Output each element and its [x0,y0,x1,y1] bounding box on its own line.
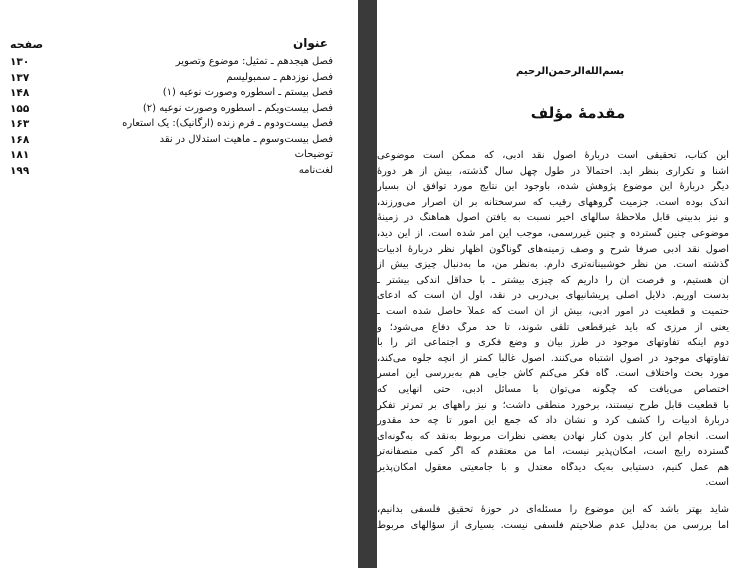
bismillah: بسم‌الله‌الرحمن‌الرحیم [516,66,624,77]
toc-entry-page: ۱۴۸ [10,87,30,99]
text-line: حتمیت و قطعیت در امور ادبی، بیش از آن است که عملاً حاصل شده است ـ [377,305,729,317]
text-line: دیگر دربارهٔ این موضوع پژوهش شده، باوجود این نتایج مورد توافق آن بسیار [377,181,729,193]
toc-entry[interactable] [0,118,358,134]
toc-entry-page: ۱۶۳ [10,118,30,130]
toc-entry-title: فصل نوزدهم ـ سمبولیسم [226,71,333,83]
text-line: هم عمل کنیم، دستیابی به‌یک دیدگاه معتدل و با جامعیتی معقول امکان‌پذیر [377,461,729,473]
text-line: و نیز بدبینی قابل ملاحظهٔ سالهای اخیر نسبت به یافتن اصول هماهنگ در زمینهٔ [377,212,729,224]
text-line: اختصاص می‌یافت که چگونه می‌توان با مسائل ادبی، حتی آنهایی که [377,383,729,395]
text-line: گسترده رایج است، امکان‌پذیر نیست، اما من معتقدم که اگر کمی منصفانه‌تر [377,446,729,458]
toc-entry-title: فصل بیست‌ویکم ـ اسطوره وصورت نوعیه (۲) [142,102,333,114]
preface-body [377,150,729,535]
toc-entry-title: لغت‌نامه [298,164,333,176]
toc-entry-title: توضیحات [294,149,333,160]
text-line: موضوعی چنین گسترده و چنین غیررسمی، موجب این امر شده است. از این دید، [377,227,729,239]
text-line: دوم اینکه تفاوتهای موجود در طرز بیان و وضع فکری و اجتماعی اثر را با [377,337,729,349]
toc-entry-title: فصل بیستم ـ اسطوره وصورت نوعیه (۱) [162,87,333,98]
text-line: تفاوتهای موجود در اصول اشتباه می‌کنند. اصول غالباً کمتر از آنچه جلوه می‌کند، [377,352,729,364]
toc-entry[interactable] [0,165,358,181]
toc-list [0,56,358,180]
book-spine-gutter [358,0,377,568]
toc-entry-page: ۱۵۵ [10,102,30,115]
text-line: آشنا و تکراری بنظر آید. احتمالاً در طول چهل سال گذشته، بیش از هر دورهٔ [377,165,729,177]
toc-page-column-header: صفحه [10,38,44,51]
toc-entry-page: ۱۸۱ [10,149,30,161]
toc-entry[interactable] [0,72,358,88]
toc-entry-page: ۱۶۸ [10,133,30,146]
toc-entry-title: فصل هیجدهم ـ تمثیل: موضوع وتصویر [175,56,333,67]
toc-entry-title: فصل بیست‌وسوم ـ ماهیت استدلال در نقد [159,133,333,145]
toc-entry[interactable] [0,134,358,150]
text-line: دربارهٔ ادبیات را کشف کرد و نشان داد که جمع این امور تا چه حد مقدور [377,415,729,427]
toc-entry[interactable] [0,103,358,119]
toc-entry[interactable] [0,87,358,103]
text-line: است. [705,477,729,489]
toc-header [0,36,358,52]
text-line: است. انجام این کار بدون کنار نهادن بعضی نظرات مربوط به‌نقد که به‌گونه‌ای [377,430,729,442]
text-line: شاید بهتر باشد که این موضوع را مسئله‌ای در حوزهٔ تحقیق فلسفی بدانیم، [377,504,729,516]
toc-entry-page: ۱۹۹ [10,164,30,177]
text-line: اندک بوده است. جزمیت گروههای رقیب که سرسختانه بر آن اصرار می‌ورزند، [377,196,729,208]
toc-entry-title: فصل بیست‌ودوم ـ فرم زنده (ارگانیک): یک استعاره [122,118,333,129]
right-page [377,0,743,568]
text-line: با قطعیت قابل طرح نیستند، برخورد منطقی داشت؛ و نیز راههای بر تمرتر تفکر [377,399,729,411]
paragraph-gap [377,493,729,504]
text-line: یعنی از مرزی که باید غیرقطعی تلقی شوند، تا حد مرگ دفاع می‌شود؛ و [377,321,729,333]
left-page [0,0,358,568]
preface-heading: مقدمهٔ مؤلف [530,104,626,122]
text-line: این کتاب، تحقیقی است دربارهٔ اصول نقد ادبی، که ممکن است موضوعی [377,150,729,161]
toc-entry[interactable] [0,149,358,165]
text-line: آن هستیم، و فرصت آن را داریم که چیزی بیشتر ـ با حداقل اندکی بیشتر ـ [377,274,729,286]
toc-entry-page: ۱۳۰ [10,56,30,68]
text-line: اما بررسی من به‌دلیل عدم صلاحیتم فلسفی نیست. بسیاری از سؤالهای مربوط [377,519,729,531]
text-line: مورد بحث واختلاف است. گاه فکر می‌کنم کاش جایی هم به‌بررسی این امسر [377,368,729,380]
text-line: اصول نقد ادبی صرفاً شرح و وصف زمینه‌های گوناگون اظهار نظر دربارهٔ ادبیات [377,243,729,255]
text-line: بدست آوریم. دلایل اصلی پریشانیهای بی‌دربی در نقد، اول آن است که ادعای [377,290,729,302]
toc-title-column-header: عنوان [293,36,328,50]
toc-entry[interactable] [0,56,358,72]
toc-entry-page: ۱۳۷ [10,71,30,84]
text-line: گذشته است. من نظر خوشبینانه‌تری دارم. به‌نظر من، ما به‌دنبال چیزی بیش از [377,259,729,271]
